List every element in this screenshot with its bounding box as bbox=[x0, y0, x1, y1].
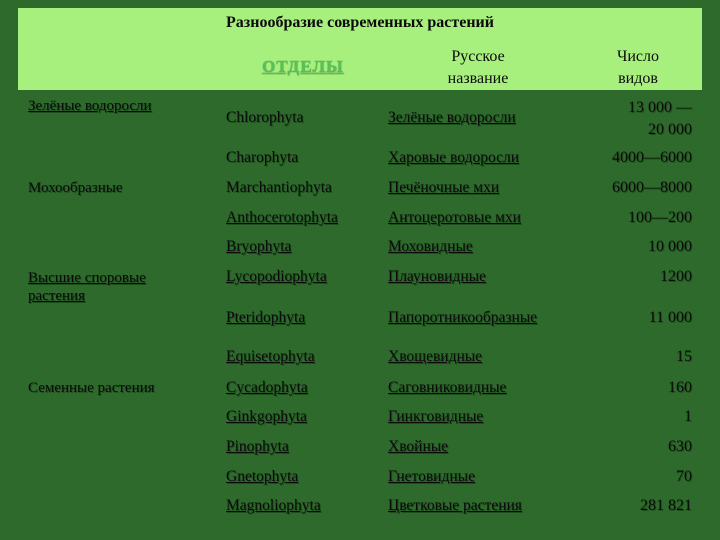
page-title: Разнообразие современных растений bbox=[226, 14, 494, 31]
russian-name[interactable]: Антоцеротовые мхи bbox=[388, 209, 521, 226]
species-count: 281 821 bbox=[640, 497, 692, 514]
russian-name[interactable]: Моховидные bbox=[388, 238, 473, 255]
species-count: 160 bbox=[668, 379, 692, 396]
division-name[interactable]: Pinophyta bbox=[226, 438, 289, 455]
division-name[interactable]: Pteridophyta bbox=[226, 309, 306, 326]
species-count: 1 bbox=[684, 408, 692, 425]
group-higher-spore-plants[interactable] bbox=[28, 269, 146, 305]
species-count: 4000—6000 bbox=[612, 149, 692, 166]
division-name[interactable]: Lycopodiophyta bbox=[226, 268, 327, 285]
group-green-algae[interactable] bbox=[28, 97, 152, 115]
species-count: 630 bbox=[668, 438, 692, 455]
divisions-link[interactable]: ОТДЕЛЫ bbox=[262, 57, 344, 76]
header-count-line1: Число bbox=[616, 48, 660, 65]
division-name[interactable]: Equisetophyta bbox=[226, 348, 315, 365]
header-divisions[interactable] bbox=[238, 56, 368, 79]
species-count bbox=[628, 97, 692, 141]
russian-name[interactable]: Харовые водоросли bbox=[388, 149, 520, 166]
russian-name[interactable]: Саговниковидные bbox=[388, 379, 507, 396]
species-count-line1: 13 000 — bbox=[628, 99, 692, 116]
header-russian-line1: Русское bbox=[451, 48, 505, 65]
species-count: 100—200 bbox=[628, 209, 692, 226]
russian-name[interactable]: Хвойные bbox=[388, 438, 449, 455]
division-name[interactable]: Cycadophyta bbox=[226, 379, 308, 396]
russian-name[interactable]: Гнетовидные bbox=[388, 468, 475, 485]
division-name[interactable]: Ginkgophyta bbox=[226, 408, 307, 425]
header-russian-line2: название bbox=[447, 70, 509, 87]
group-label: Мохообразные bbox=[28, 180, 123, 196]
species-count: 15 bbox=[676, 348, 692, 365]
division-name[interactable]: Gnetophyta bbox=[226, 468, 299, 485]
group-seed-plants bbox=[28, 379, 155, 397]
division-name: Chlorophyta bbox=[226, 109, 304, 126]
species-count: 11 000 bbox=[648, 309, 692, 326]
russian-name[interactable]: Папоротникообразные bbox=[388, 309, 538, 326]
species-count: 6000—8000 bbox=[612, 179, 692, 196]
header-russian-name bbox=[418, 46, 538, 90]
group-label: Зелёные водоросли bbox=[28, 98, 152, 114]
group-label: Семенные растения bbox=[28, 380, 155, 396]
russian-name[interactable]: Хвощевидные bbox=[388, 348, 483, 365]
group-label: Высшие споровые bbox=[28, 270, 146, 286]
russian-name[interactable]: Печёночные мхи bbox=[388, 179, 500, 196]
header-count-line2: видов bbox=[618, 70, 658, 87]
header-species-count bbox=[598, 46, 678, 90]
division-name[interactable]: Anthocerotophyta bbox=[226, 209, 338, 226]
species-count: 70 bbox=[676, 468, 692, 485]
group-bryophytes bbox=[28, 179, 123, 197]
group-label: растения bbox=[28, 288, 85, 304]
species-count-line2: 20 000 bbox=[648, 121, 692, 138]
species-count: 10 000 bbox=[648, 238, 692, 255]
division-name: Charophyta bbox=[226, 149, 299, 166]
division-name: Marchantiophyta bbox=[226, 179, 332, 196]
division-name[interactable]: Magnoliophyta bbox=[226, 497, 321, 514]
russian-name[interactable]: Цветковые растения bbox=[388, 497, 522, 514]
russian-name[interactable]: Гинкговидные bbox=[388, 408, 484, 425]
species-count: 1200 bbox=[660, 268, 692, 285]
russian-name[interactable]: Зелёные водоросли bbox=[388, 109, 516, 126]
division-name[interactable]: Bryophyta bbox=[226, 238, 292, 255]
russian-name[interactable]: Плауновидные bbox=[388, 268, 486, 285]
